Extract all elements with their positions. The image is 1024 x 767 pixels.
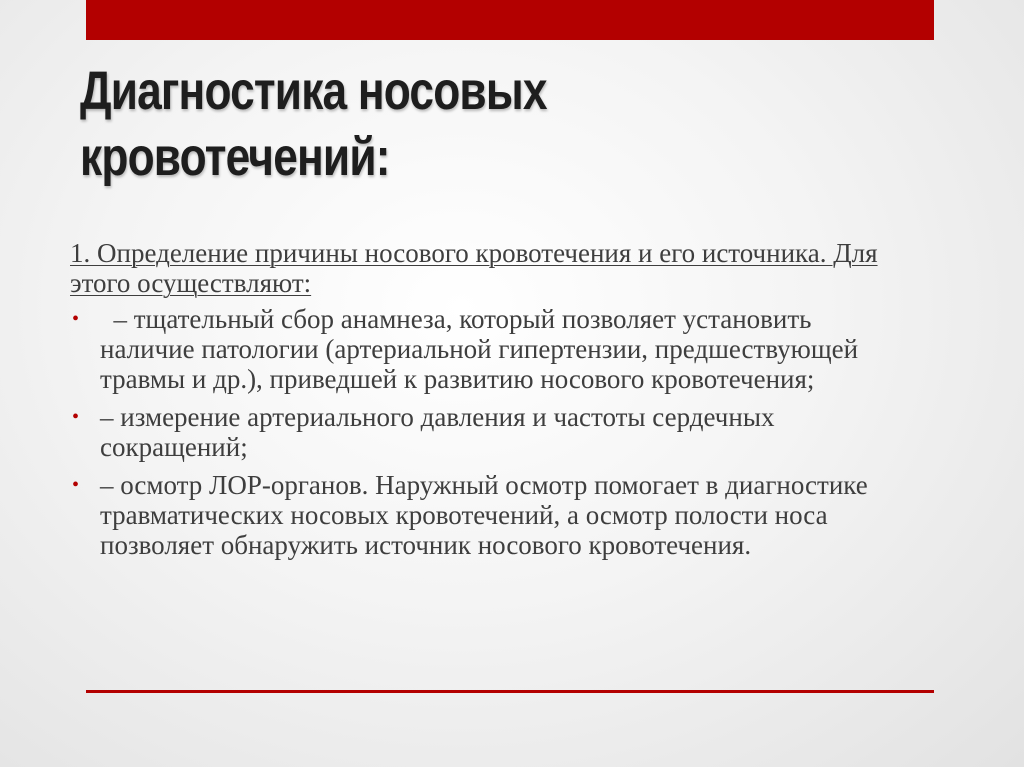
- bottom-divider: [86, 690, 934, 693]
- list-item: [70, 304, 900, 394]
- bullet-icon: •: [72, 474, 80, 496]
- slide-content: [70, 238, 900, 568]
- slide-title: [80, 58, 785, 190]
- intro-paragraph: 1. Определение причины носового кровотечения и его источника. Для этого осуществляют:: [70, 238, 878, 298]
- slide-title-line-2: кровотечений:: [80, 127, 390, 187]
- list-item-text: – осмотр ЛОР-органов. Наружный осмотр помогает в диагностике травматических носовых кровотечений, а осмотр полости носа позволяет обнаружить источник носового кровотечения.: [100, 470, 868, 560]
- bullet-icon: •: [72, 406, 80, 428]
- list-item-text: – измерение артериального давления и частоты сердечных сокращений;: [100, 402, 775, 462]
- slide-title-line-1: Диагностика носовых: [80, 61, 547, 121]
- top-accent-bar: [86, 0, 934, 40]
- bullet-list: [70, 304, 900, 560]
- list-item: [70, 470, 900, 560]
- list-item: [70, 402, 900, 462]
- bullet-icon: •: [72, 308, 80, 330]
- list-item-text: – тщательный сбор анамнеза, который позволяет установить наличие патологии (артериальной гипертензии, предшествующей травмы и др.), приведшей к развитию носового кровотечения;: [100, 304, 865, 394]
